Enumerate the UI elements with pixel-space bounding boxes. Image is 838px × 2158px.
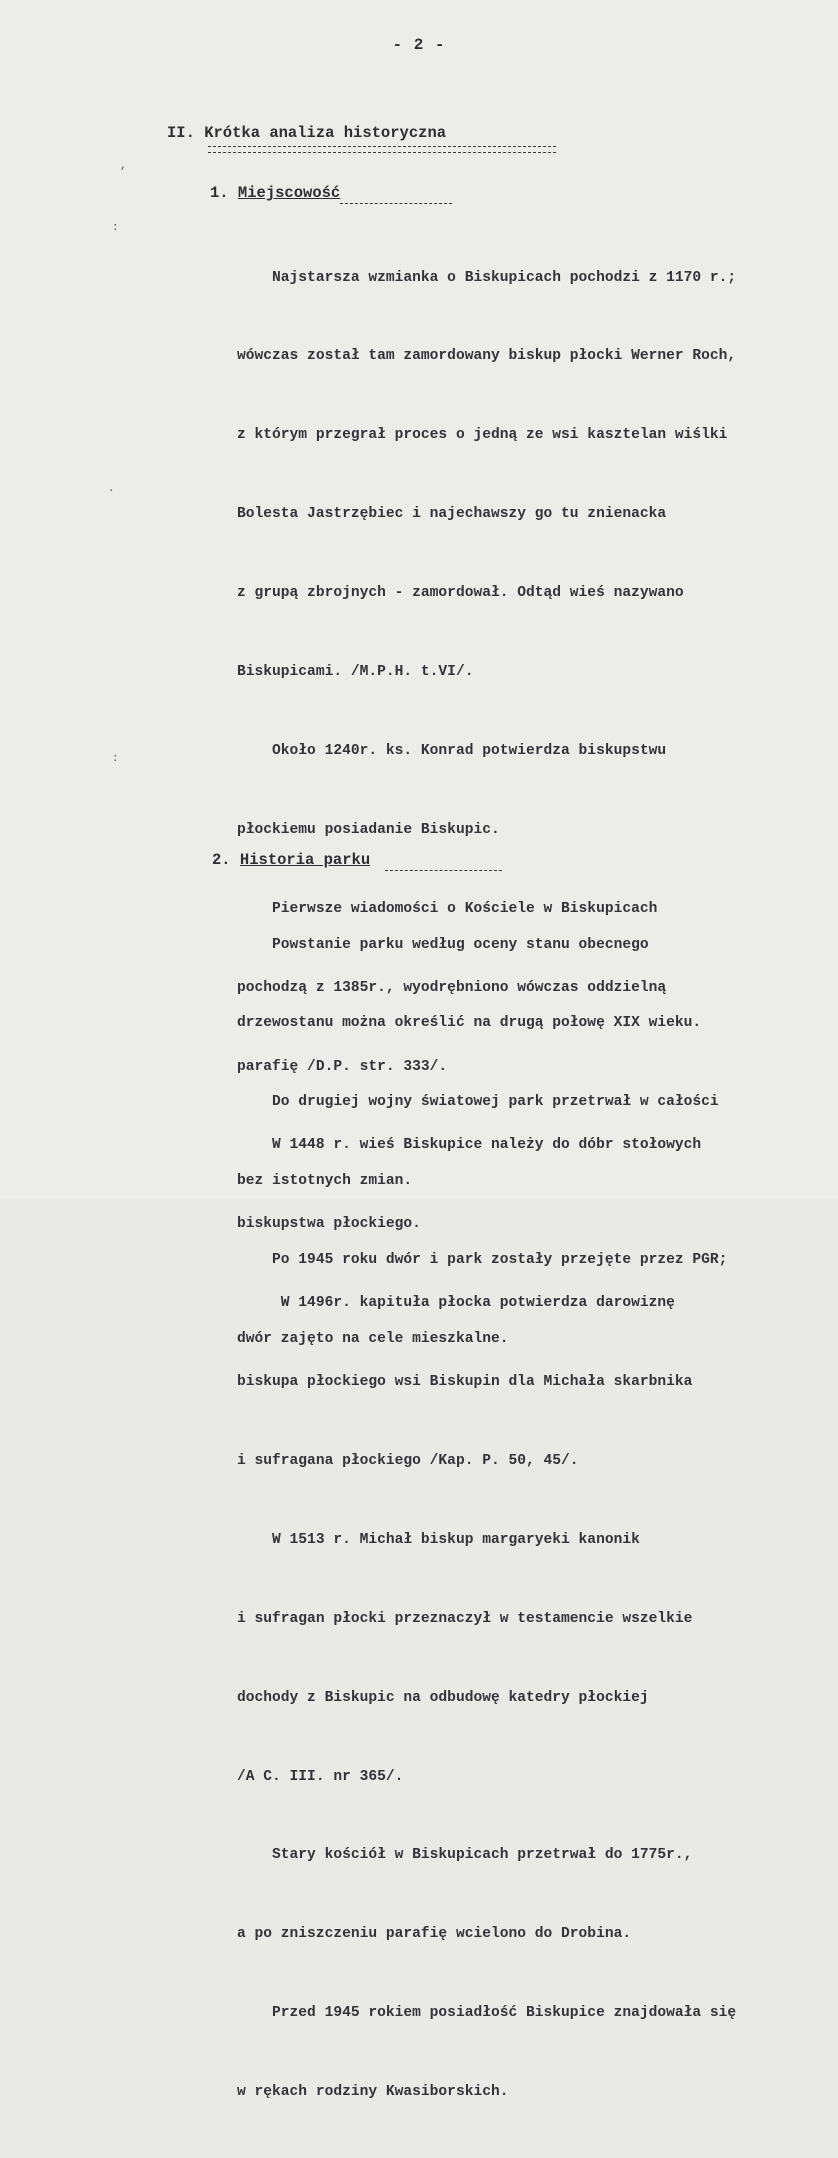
text-line: Około 1240r. ks. Konrad potwierdza biskupstwu (237, 742, 667, 759)
text-line: wówczas został tam zamordowany biskup płocki Werner Roch, (237, 348, 737, 365)
text-line: biskupa płockiego wsi Biskupin dla Michała skarbnika (237, 1374, 693, 1391)
margin-tick: : (112, 222, 119, 234)
text-line: parafię /D.P. str. 333/. (237, 1058, 448, 1075)
text-line: Najstarsza wzmianka o Biskupicach pochodzi z 1170 r.; (237, 269, 737, 286)
section-title-double-underline (208, 146, 556, 153)
margin-tick: . (108, 483, 115, 495)
text-line: /A C. III. nr 365/. (237, 1768, 404, 1785)
text-line: W 1448 r. wieś Biskupice należy do dóbr stołowych (237, 1137, 702, 1154)
text-line: Przed 1945 rokiem posiadłość Biskupice znajdowała się (237, 2005, 737, 2022)
text-line: w rękach rodziny Kwasiborskich. (237, 2084, 509, 2101)
page-number: - 2 - (392, 36, 446, 54)
subsection-2-heading (212, 851, 370, 869)
text-line: z którym przegrał proces o jedną ze wsi kasztelan wiślki (237, 427, 728, 444)
text-line: a po zniszczeniu parafię wcielono do Drobina. (237, 1926, 632, 1943)
text-line: Biskupicami. /M.P.H. t.VI/. (237, 664, 474, 681)
text-line: płockiemu posiadanie Biskupic. (237, 821, 500, 838)
text-line: pochodzą z 1385r., wyodrębniono wówczas oddzielną (237, 979, 667, 996)
text-line: bez istotnych zmian. (237, 1173, 413, 1190)
subsection-1-title: Miejscowość (237, 184, 341, 202)
text-line: z grupą zbrojnych - zamordował. Odtąd wieś nazywano (237, 585, 684, 602)
text-line: dwór zajęto na cele mieszkalne. (237, 1331, 509, 1348)
text-line: dochody z Biskupic na odbudowę katedry płockiej (237, 1689, 649, 1706)
text-line: Pierwsze wiadomości o Kościele w Biskupicach (237, 900, 658, 917)
text-line: Do drugiej wojny światowej park przetrwał w całości (237, 1094, 719, 1111)
subsection-2-title: Historia parku (239, 851, 371, 869)
subsection-2-text (237, 879, 797, 1405)
subsection-1-heading (210, 184, 340, 202)
section-title: II. Krótka analiza historyczna (167, 124, 447, 142)
text-line: i sufragan płocki przeznaczył w testamencie wszelkie (237, 1610, 693, 1627)
margin-tick: : (112, 753, 119, 765)
text-line: i sufragana płockiego /Kap. P. 50, 45/. (237, 1452, 579, 1469)
text-line: W 1496r. kapituła płocka potwierdza darowiznę (237, 1295, 675, 1312)
text-line: Po 1945 roku dwór i park zostały przejęte przez PGR; (237, 1252, 728, 1269)
text-line: Bolesta Jastrzębiec i najechawszy go tu znienacka (237, 506, 667, 523)
subsection-1-number: 1. (210, 184, 229, 202)
subsection-1-underline-tail (340, 203, 452, 204)
margin-tick: , (120, 160, 127, 172)
text-line: drzewostanu można określić na drugą połowę XIX wieku. (237, 1015, 702, 1032)
text-line: Powstanie parku według oceny stanu obecnego (237, 936, 649, 953)
text-line: Stary kościół w Biskupicach przetrwał do 1775r., (237, 1847, 693, 1864)
subsection-2-underline-tail (385, 870, 502, 871)
text-line: biskupstwa płockiego. (237, 1216, 421, 1233)
text-line: W 1513 r. Michał biskup margaryeki kanonik (237, 1531, 640, 1548)
subsection-2-number: 2. (212, 851, 231, 869)
